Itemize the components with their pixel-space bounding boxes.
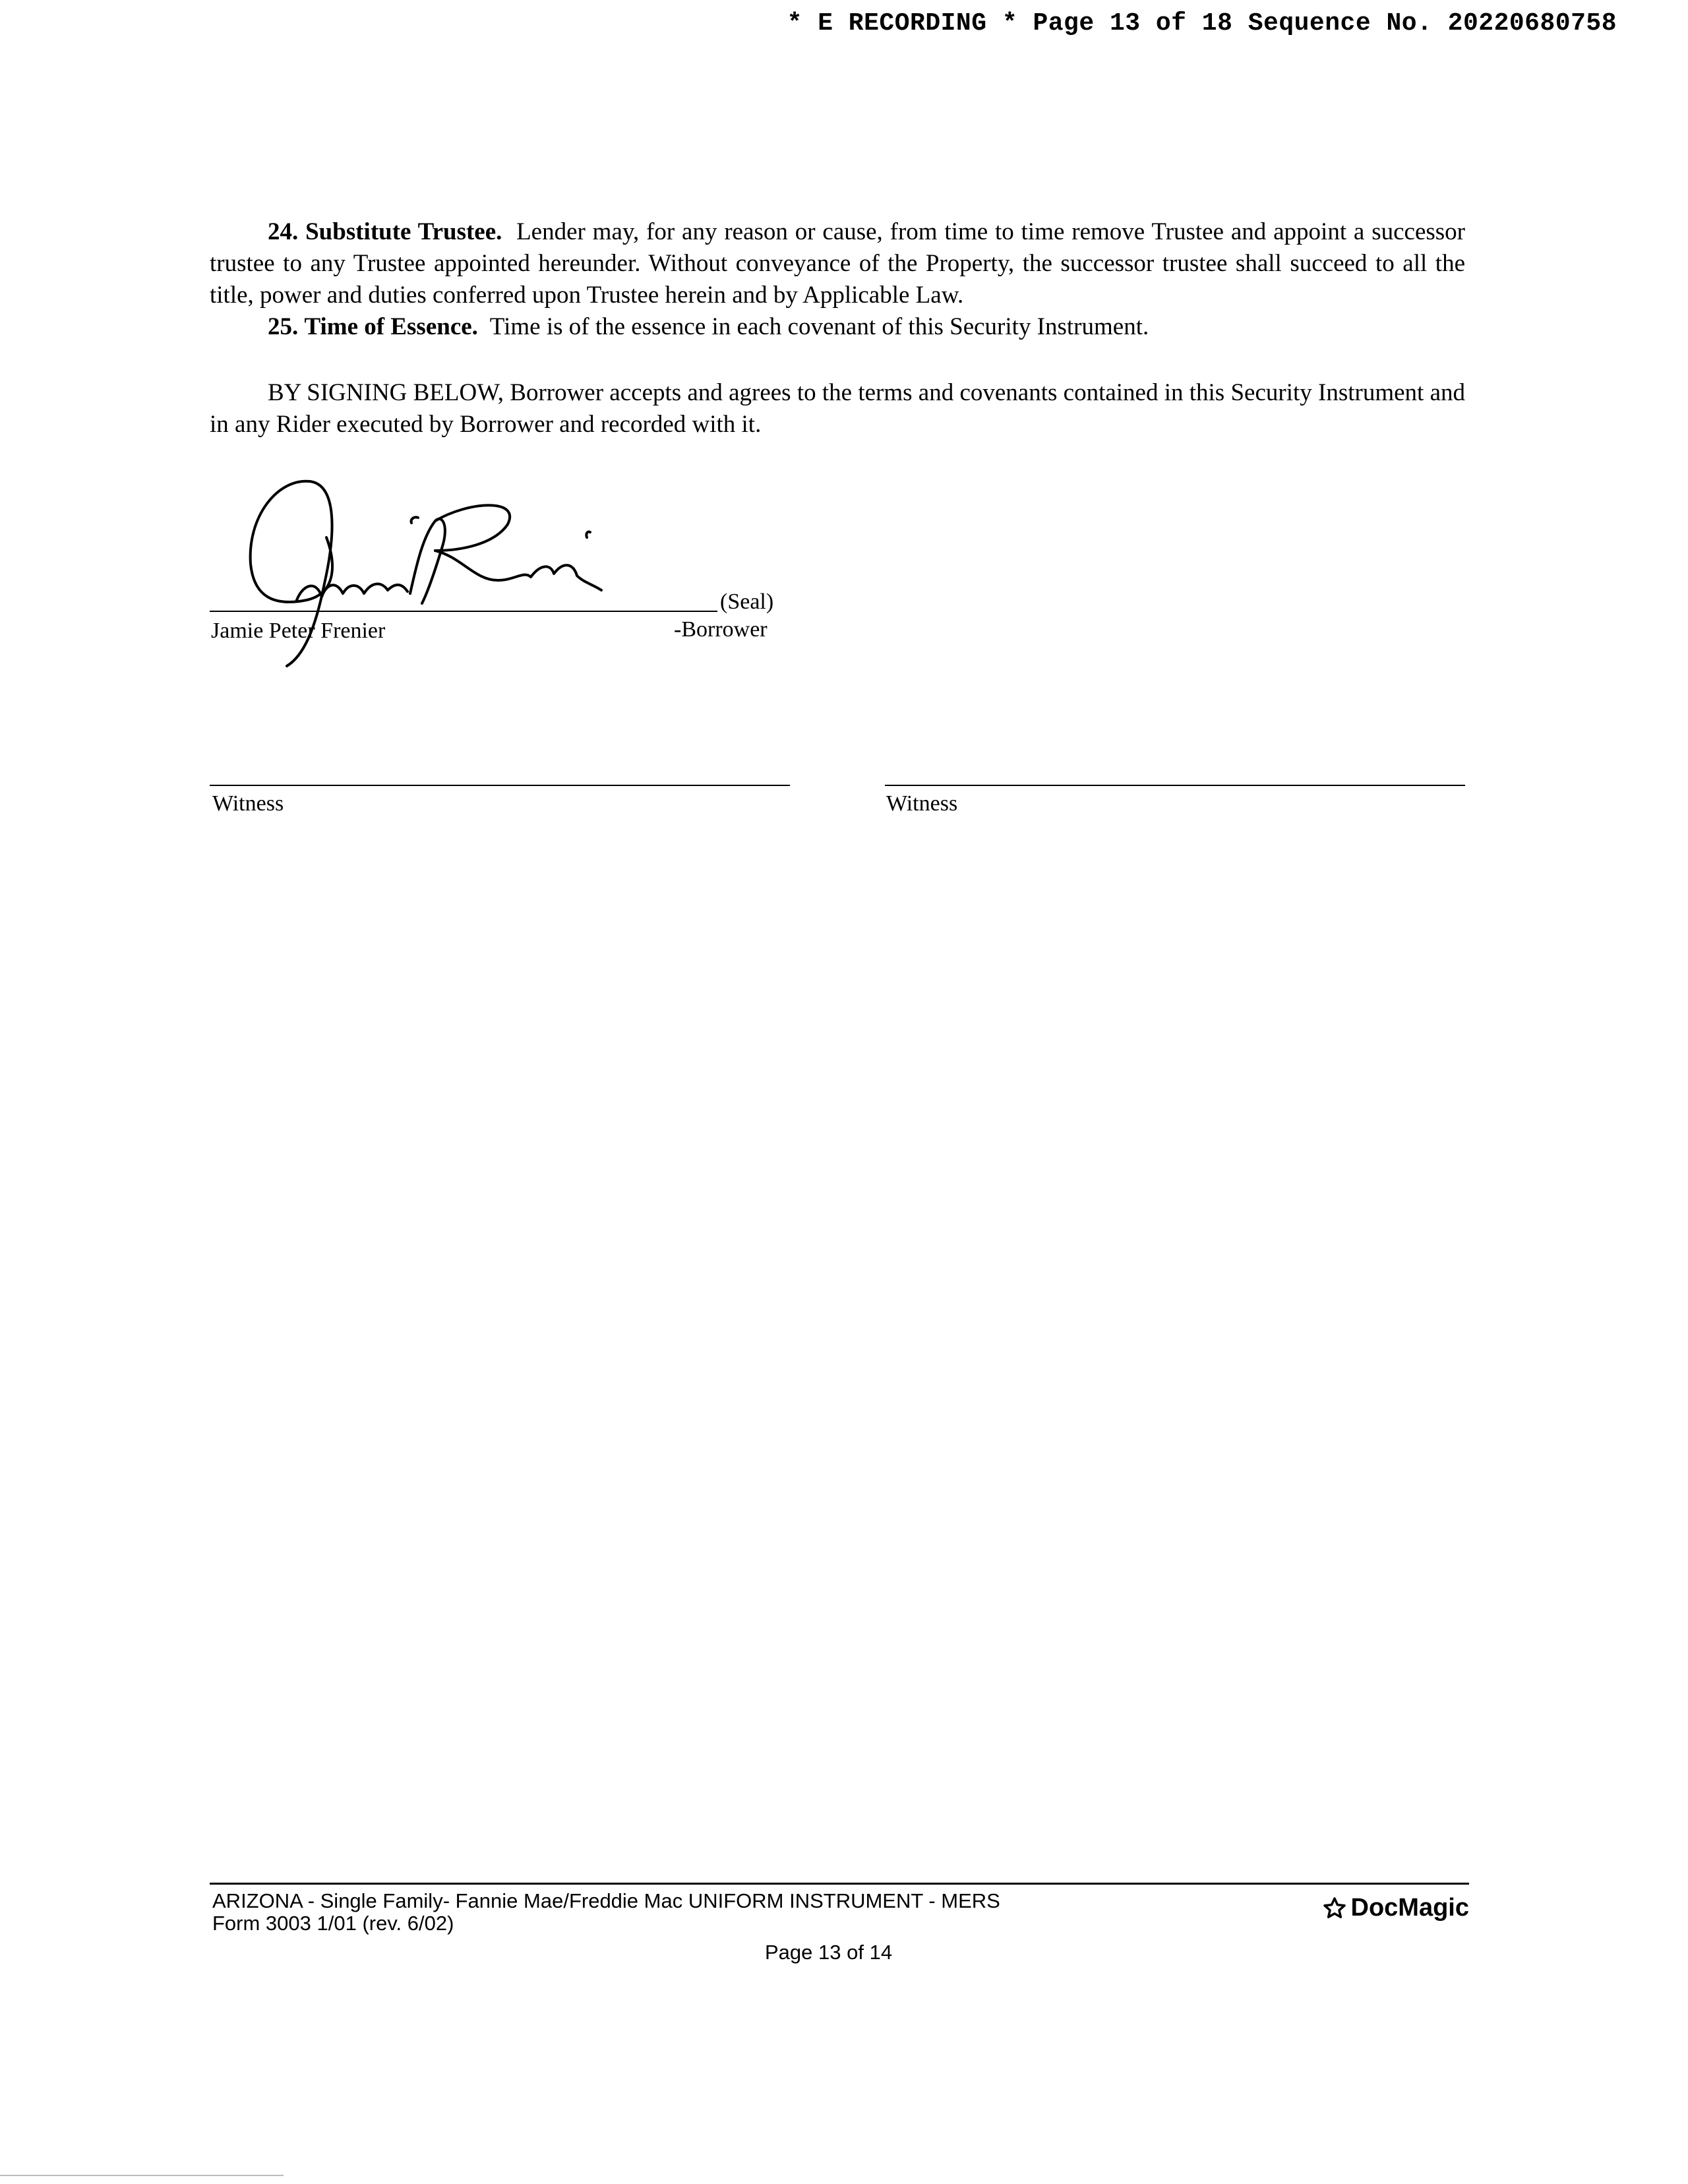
section-24-number: 24. xyxy=(268,218,299,245)
section-25-number: 25. xyxy=(268,313,299,340)
footer-form-title: ARIZONA - Single Family- Fannie Mae/Freddie Mac UNIFORM INSTRUMENT - MERS xyxy=(212,1889,1000,1912)
borrower-role: -Borrower xyxy=(674,617,768,642)
witness-right-line xyxy=(885,785,1465,786)
section-25-text: Time is of the essence in each covenant of this Security Instrument. xyxy=(489,313,1149,340)
by-signing-paragraph xyxy=(210,377,1465,440)
recording-header: * E RECORDING * Page 13 of 18 Sequence No. 20220680758 xyxy=(787,9,1617,38)
section-24-text: Lender may, for any reason or cause, from time to time remove Trustee and appoint a successor trustee to any Trustee appointed hereunder. Without conveyance of the Property, the successor trustee shall succeed to all the title, power and duties conferred upon Trustee herein and by Applicable Law. xyxy=(210,218,1465,309)
scan-edge-mark xyxy=(0,2175,284,2176)
witness-left-line xyxy=(210,785,790,786)
footer-brand xyxy=(1322,1894,1469,1922)
section-25 xyxy=(210,311,1465,343)
section-25-title: Time of Essence. xyxy=(304,313,478,340)
borrower-signature-line xyxy=(210,611,717,612)
section-24 xyxy=(210,216,1465,311)
star-outline-icon xyxy=(1322,1896,1347,1921)
footer-brand-name: DocMagic xyxy=(1350,1894,1469,1922)
witness-right-label: Witness xyxy=(886,791,958,816)
borrower-name: Jamie Peter Frenier xyxy=(211,619,386,643)
footer-page-number: Page 13 of 14 xyxy=(765,1941,893,1964)
section-24-title: Substitute Trustee. xyxy=(305,218,502,245)
footer-form-number: Form 3003 1/01 (rev. 6/02) xyxy=(212,1912,454,1935)
witness-left-label: Witness xyxy=(212,791,284,816)
footer-divider xyxy=(210,1883,1469,1885)
seal-label: (Seal) xyxy=(720,590,774,614)
by-signing-text: BY SIGNING BELOW, Borrower accepts and agrees to the terms and covenants contained in this Security Instrument and in any Rider executed by Borrower and recorded with it. xyxy=(210,379,1465,438)
